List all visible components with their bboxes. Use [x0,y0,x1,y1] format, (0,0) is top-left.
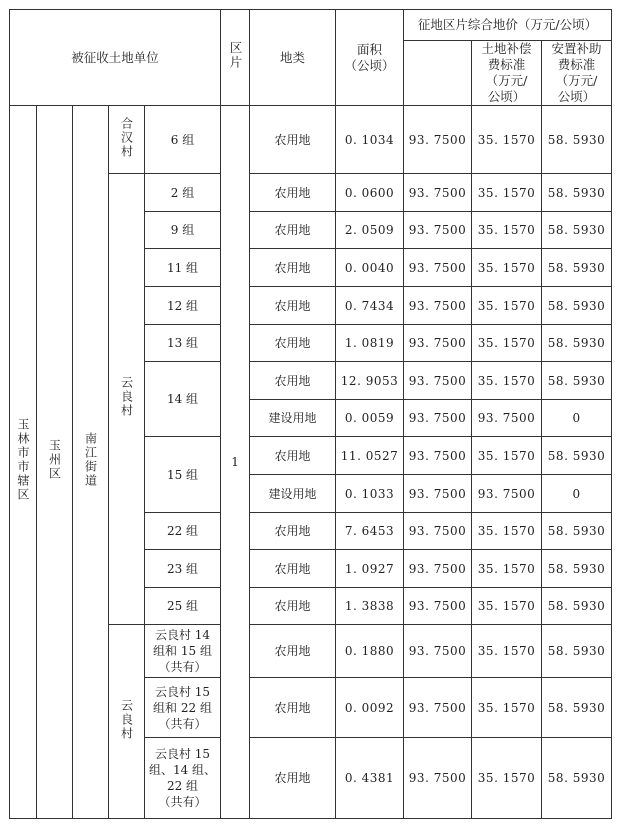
price-cell: 93. 7500 [404,174,472,212]
comp-cell: 93. 7500 [472,400,542,437]
land-type-cell: 农用地 [250,249,336,287]
price-cell: 93. 7500 [404,625,472,678]
resettle-cell: 58. 5930 [542,513,612,550]
price-cell: 93. 7500 [404,437,472,475]
village-yunliang-shared: 云良村 [109,625,145,819]
group-cell: 14 组 [145,362,221,437]
resettle-cell: 58. 5930 [542,625,612,678]
resettle-cell: 58. 5930 [542,437,612,475]
comp-cell: 35. 1570 [472,106,542,174]
area-cell: 0. 7434 [336,287,404,325]
land-type-cell: 农用地 [250,362,336,400]
land-type-cell: 建设用地 [250,475,336,513]
area-cell: 1. 0819 [336,325,404,362]
resettle-cell: 58. 5930 [542,287,612,325]
group-cell: 云良村 14 组和 15 组 （共有） [145,625,221,678]
resettle-cell: 58. 5930 [542,550,612,588]
comp-cell: 35. 1570 [472,174,542,212]
comp-cell: 35. 1570 [472,437,542,475]
resettle-cell: 58. 5930 [542,362,612,400]
area-cell: 2. 0509 [336,212,404,249]
price-cell: 93. 7500 [404,212,472,249]
price-cell: 93. 7500 [404,400,472,437]
area-cell: 0. 0600 [336,174,404,212]
comp-cell: 35. 1570 [472,362,542,400]
land-type-cell: 农用地 [250,550,336,588]
group-cell: 22 组 [145,513,221,550]
price-cell: 93. 7500 [404,362,472,400]
region-street: 南江街道 [73,106,109,819]
comp-cell: 35. 1570 [472,678,542,738]
comp-cell: 93. 7500 [472,475,542,513]
comp-cell: 35. 1570 [472,588,542,625]
resettle-cell: 58. 5930 [542,212,612,249]
group-cell: 云良村 15 组和 22 组 （共有） [145,678,221,738]
comp-cell: 35. 1570 [472,249,542,287]
area-cell: 1. 3838 [336,588,404,625]
price-cell: 93. 7500 [404,513,472,550]
village-hehan: 合汉村 [109,106,145,174]
land-type-cell: 农用地 [250,174,336,212]
region-city: 玉林市市辖区 [10,106,37,819]
resettle-cell: 58. 5930 [542,106,612,174]
land-type-cell: 农用地 [250,212,336,249]
land-type-cell: 建设用地 [250,400,336,437]
comp-cell: 35. 1570 [472,513,542,550]
group-cell: 11 组 [145,249,221,287]
header-area: 面积 （公顷） [336,10,404,106]
header-land-type: 地类 [250,10,336,106]
area-cell: 1. 0927 [336,550,404,588]
land-type-cell: 农用地 [250,437,336,475]
land-type-cell: 农用地 [250,106,336,174]
area-cell: 12. 9053 [336,362,404,400]
land-type-cell: 农用地 [250,588,336,625]
resettle-cell: 0 [542,400,612,437]
zone-value: 1 [221,106,250,819]
comp-cell: 35. 1570 [472,325,542,362]
group-cell: 6 组 [145,106,221,174]
group-cell: 2 组 [145,174,221,212]
area-cell: 0. 0059 [336,400,404,437]
price-cell: 93. 7500 [404,287,472,325]
price-cell: 93. 7500 [404,106,472,174]
price-cell: 93. 7500 [404,550,472,588]
group-cell: 23 组 [145,550,221,588]
land-acquisition-table [9,9,612,819]
group-cell: 云良村 15 组、14 组、 22 组 （共有） [145,738,221,819]
resettle-cell: 58. 5930 [542,738,612,819]
price-cell: 93. 7500 [404,249,472,287]
price-cell: 93. 7500 [404,475,472,513]
village-yunliang: 云良村 [109,174,145,625]
area-cell: 0. 0092 [336,678,404,738]
header-unit: 被征收土地单位 [10,10,221,106]
area-cell: 11. 0527 [336,437,404,475]
comp-cell: 35. 1570 [472,212,542,249]
area-cell: 7. 6453 [336,513,404,550]
group-cell: 15 组 [145,437,221,513]
price-cell: 93. 7500 [404,588,472,625]
price-cell: 93. 7500 [404,325,472,362]
resettle-cell: 58. 5930 [542,678,612,738]
region-district: 玉州区 [37,106,73,819]
group-cell: 12 组 [145,287,221,325]
area-cell: 0. 0040 [336,249,404,287]
resettle-cell: 0 [542,475,612,513]
comp-cell: 35. 1570 [472,738,542,819]
comp-cell: 35. 1570 [472,625,542,678]
land-type-cell: 农用地 [250,287,336,325]
land-type-cell: 农用地 [250,325,336,362]
comp-cell: 35. 1570 [472,287,542,325]
header-price-group: 征地区片综合地价（万元/公顷） [404,10,612,41]
resettle-cell: 58. 5930 [542,325,612,362]
land-type-cell: 农用地 [250,738,336,819]
group-cell: 13 组 [145,325,221,362]
resettle-cell: 58. 5930 [542,588,612,625]
price-cell: 93. 7500 [404,738,472,819]
area-cell: 0. 1034 [336,106,404,174]
header-compensation: 土地补偿 费标准 （万元/ 公顷） [472,41,542,106]
header-zone: 区片 [221,10,250,106]
header-resettlement: 安置补助 费标准 （万元/ 公顷） [542,41,612,106]
group-cell: 25 组 [145,588,221,625]
area-cell: 0. 4381 [336,738,404,819]
group-cell: 9 组 [145,212,221,249]
resettle-cell: 58. 5930 [542,249,612,287]
area-cell: 0. 1033 [336,475,404,513]
land-type-cell: 农用地 [250,625,336,678]
land-type-cell: 农用地 [250,513,336,550]
resettle-cell: 58. 5930 [542,174,612,212]
area-cell: 0. 1880 [336,625,404,678]
comp-cell: 35. 1570 [472,550,542,588]
header-price-blank [404,41,472,106]
price-cell: 93. 7500 [404,678,472,738]
land-type-cell: 农用地 [250,678,336,738]
